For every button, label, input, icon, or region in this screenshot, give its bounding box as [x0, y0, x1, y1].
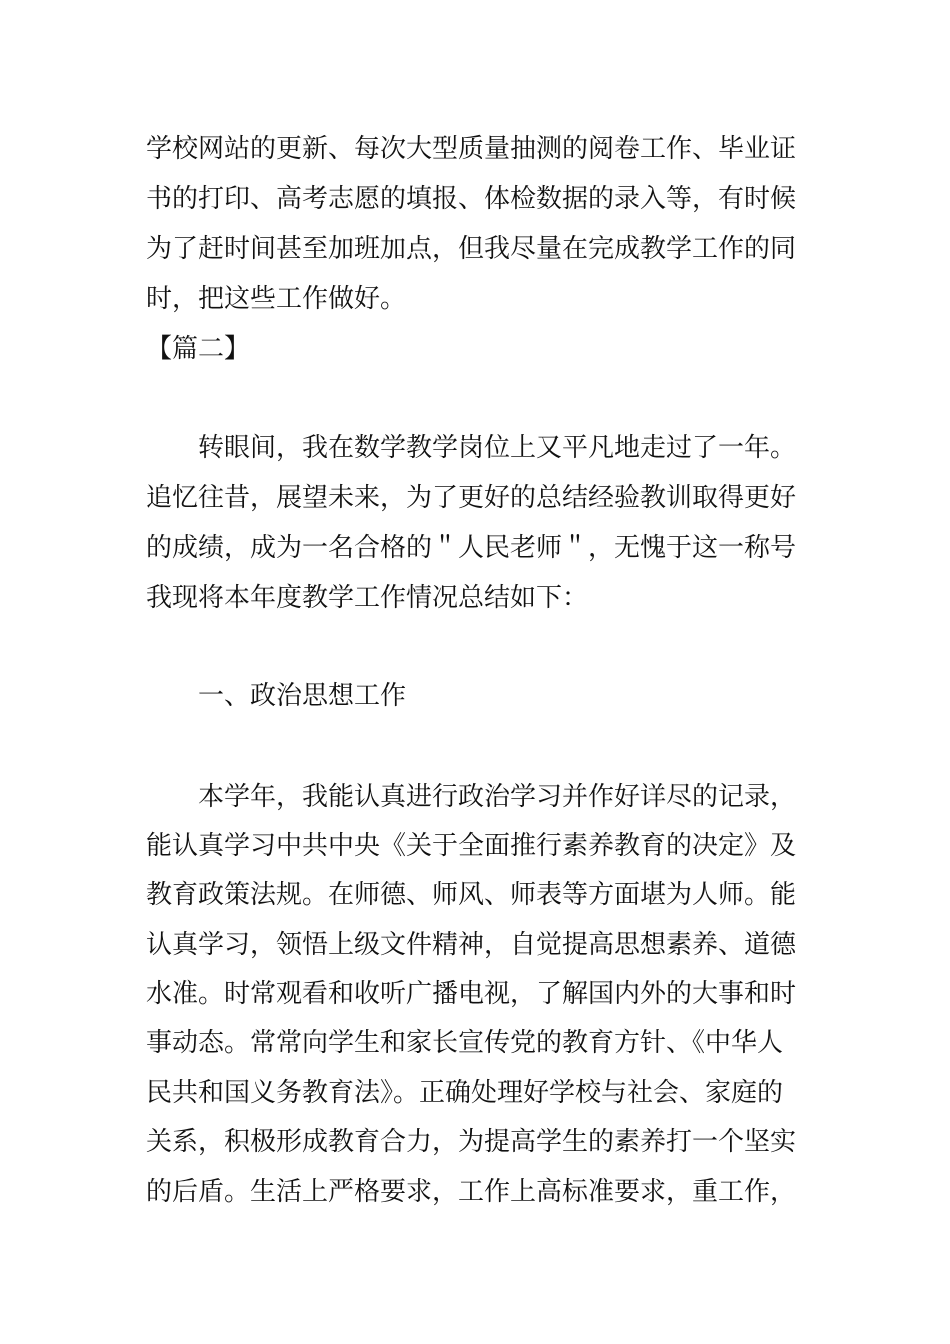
paragraph-line: 时，把这些工作做好。	[146, 284, 407, 314]
paragraph-line: 转眼间，我在数学教学岗位上又平凡地走过了一年。	[146, 433, 797, 463]
subheading: 一、政治思想工作	[146, 681, 407, 711]
paragraph-line: 教育政策法规。在师德、师风、师表等方面堪为人师。能	[146, 880, 797, 910]
paragraph-line: 能认真学习中共中央《关于全面推行素养教育的决定》及	[146, 831, 797, 861]
paragraph-line: 的后盾。生活上严格要求，工作上高标准要求，重工作，	[146, 1177, 797, 1207]
paragraph-line: 民共和国义务教育法》。正确处理好学校与社会、家庭的	[146, 1078, 784, 1108]
paragraph-line: 书的打印、高考志愿的填报、体检数据的录入等，有时候	[146, 184, 797, 214]
paragraph-line: 本学年，我能认真进行政治学习并作好详尽的记录，	[146, 782, 797, 812]
paragraph-line: 的成绩，成为一名合格的＂人民老师＂，无愧于这一称号	[146, 533, 797, 563]
paragraph-line: 追忆往昔，展望未来，为了更好的总结经验教训取得更好	[146, 483, 797, 513]
paragraph-line: 学校网站的更新、每次大型质量抽测的阅卷工作、毕业证	[146, 134, 797, 164]
paragraph-line: 事动态。常常向学生和家长宣传党的教育方针、《中华人	[146, 1028, 784, 1058]
paragraph-line: 水准。时常观看和收听广播电视，了解国内外的大事和时	[146, 979, 797, 1009]
section-heading: 【篇二】	[146, 334, 251, 364]
paragraph-line: 认真学习，领悟上级文件精神，自觉提高思想素养、道德	[146, 930, 797, 960]
paragraph-line: 我现将本年度教学工作情况总结如下：	[146, 583, 589, 613]
paragraph-line: 为了赶时间甚至加班加点，但我尽量在完成教学工作的同	[146, 234, 797, 264]
paragraph-line: 关系，积极形成教育合力，为提高学生的素养打一个坚实	[146, 1127, 797, 1157]
